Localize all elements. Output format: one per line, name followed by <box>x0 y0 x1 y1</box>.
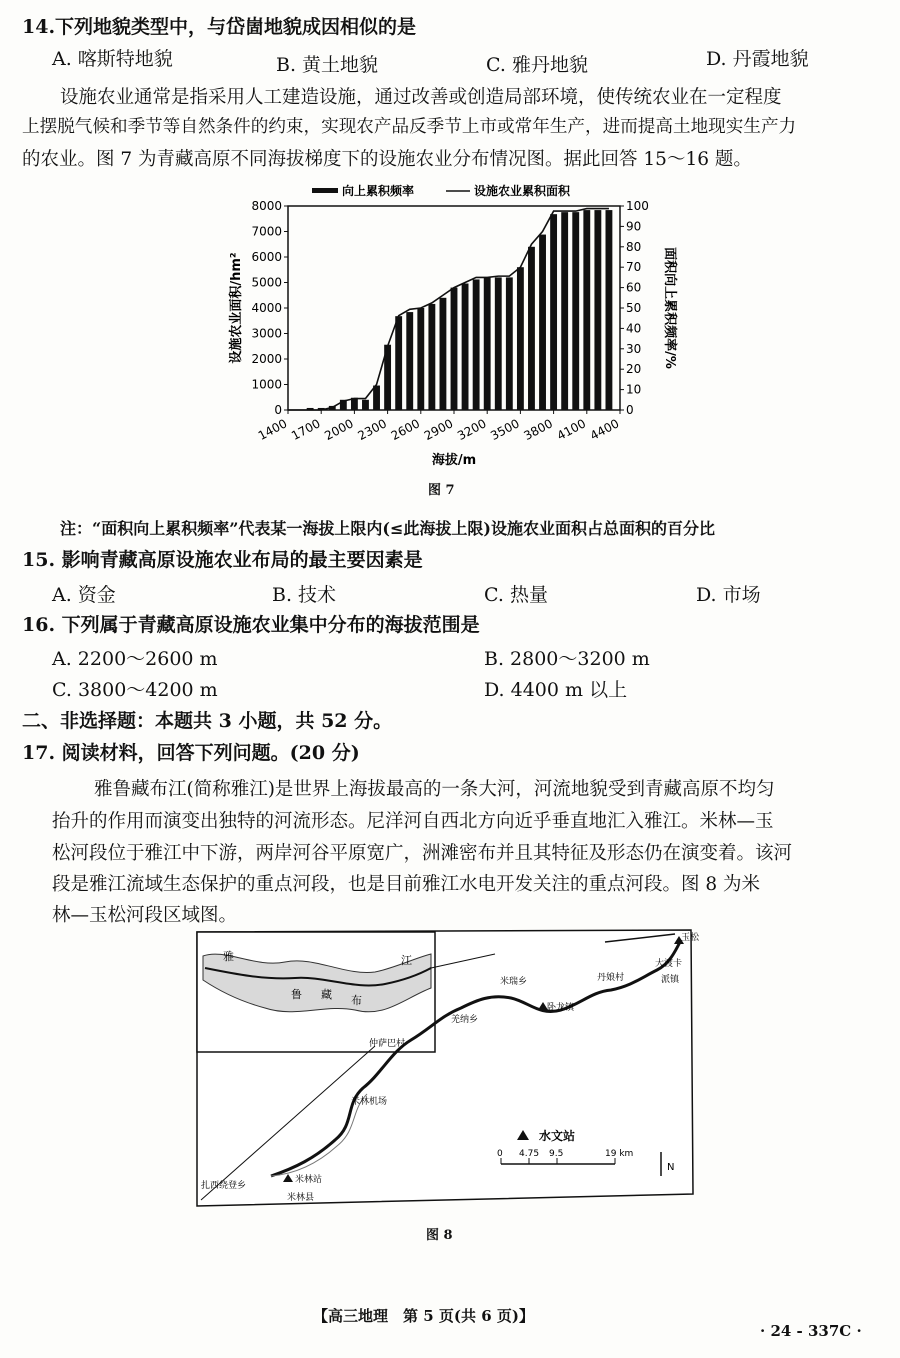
q15-stem: 15. 影响青藏高原设施农业布局的最主要因素是 <box>22 549 423 571</box>
inset-label-3: 藏 <box>321 988 332 1001</box>
inset-label-1: 雅 <box>223 950 234 963</box>
q15-option-a: A. 资金 <box>52 584 116 606</box>
x-axis-label: 海拔/m <box>431 453 477 468</box>
y-left-tick-label-7: 7000 <box>251 224 282 239</box>
chart-bar-15 <box>473 279 480 410</box>
y-axis-right-label: 面积向上累积频率/% <box>662 247 677 369</box>
chart-bar-5 <box>362 400 369 410</box>
chart-bar-22 <box>550 214 557 410</box>
chart-bar-13 <box>451 288 458 410</box>
chart-bar-20 <box>528 247 535 410</box>
figure8-map <box>195 928 700 1218</box>
y-right-tick-label-7: 70 <box>626 260 642 275</box>
q14-stem: 14.下列地貌类型中，与岱崮地貌成因相似的是 <box>22 16 417 38</box>
legend-hydro-station-label: 水文站 <box>539 1129 576 1143</box>
x-tick-label-4: 2600 <box>388 416 423 443</box>
chart-bar-27 <box>606 210 613 410</box>
y-left-tick-label-4: 4000 <box>251 301 282 315</box>
intro-line-2: 上摆脱气候和季节等自然条件的约束，实现农产品反季节上市或常年生产，进而提高土地现实生产力 <box>22 117 797 137</box>
chart-bar-11 <box>428 304 435 410</box>
y-left-tick-label-5: 5000 <box>251 275 282 290</box>
y-left-tick-label-3: 3000 <box>251 326 282 341</box>
x-tick-label-7: 3500 <box>488 416 522 443</box>
x-tick-label-0: 1400 <box>255 416 290 443</box>
y-right-tick-label-1: 10 <box>626 382 642 397</box>
x-tick-label-1: 1700 <box>289 416 323 443</box>
y-right-tick-label-3: 30 <box>626 341 642 356</box>
y-right-tick-label-5: 50 <box>626 301 642 315</box>
place-wolongzhen: 卧龙镇 <box>547 1003 575 1013</box>
q17-line-3: 松河段位于雅江中下游，两岸河谷平原宽广，洲滩密布并且其特征及形态仍在演变着。该河 <box>52 843 793 864</box>
legend-line-label: 设施农业累积面积 <box>474 184 571 198</box>
chart-bar-16 <box>484 277 491 410</box>
q14-option-a: A. 喀斯特地貌 <box>52 48 173 70</box>
x-tick-label-8: 3800 <box>521 416 556 443</box>
y-left-tick-label-2: 2000 <box>251 352 282 366</box>
place-zhaxiraodeng: 扎西绕登乡 <box>201 1181 247 1191</box>
q17-stem: 17. 阅读材料，回答下列问题。(20 分) <box>22 742 360 764</box>
x-tick-label-9: 4100 <box>554 416 589 443</box>
chart-bar-23 <box>561 212 568 410</box>
scale-label-3: 19 km <box>605 1149 634 1159</box>
chart-bar-17 <box>495 277 502 410</box>
q14-option-c: C. 雅丹地貌 <box>486 54 588 76</box>
chart-bar-9 <box>406 312 413 410</box>
chart-bar-26 <box>594 210 601 410</box>
legend-bar-swatch <box>312 188 338 193</box>
footer-page-info: 【高三地理 第 5 页(共 6 页)】 <box>313 1307 534 1325</box>
intro-line-1: 设施农业通常是指采用人工建造设施，通过改善或创造局部环境，使传统农业在一定程度 <box>60 87 782 108</box>
place-paizhen: 派镇 <box>661 975 680 985</box>
q15-option-d: D. 市场 <box>696 584 761 606</box>
q16-option-c: C. 3800～4200 m <box>52 679 218 701</box>
y-right-tick-label-10: 100 <box>626 199 649 213</box>
q16-stem: 16. 下列属于青藏高原设施农业集中分布的海拔范围是 <box>22 614 480 636</box>
y-left-tick-label-1: 1000 <box>251 377 282 392</box>
place-milin-airport: 米林机场 <box>351 1097 388 1107</box>
place-qiangnaxiang: 羌纳乡 <box>451 1015 479 1025</box>
place-milin-station: 米林站 <box>295 1175 323 1185</box>
y-right-tick-label-8: 80 <box>626 239 642 254</box>
place-zhongsabacun: 仲萨巴村 <box>369 1039 406 1049</box>
inset-label-4: 布 <box>351 994 362 1007</box>
q15-option-c: C. 热量 <box>484 584 548 606</box>
series-line-cumulative-area <box>288 209 609 410</box>
chart-bar-25 <box>583 210 590 410</box>
y-right-tick-label-9: 90 <box>626 219 642 234</box>
chart-bar-8 <box>395 316 402 410</box>
q17-line-1: 雅鲁藏布江(简称雅江)是世界上海拔最高的一条大河，河流地貌受到青藏高原不均匀 <box>94 779 775 800</box>
q16-option-b: B. 2800～3200 m <box>484 648 650 670</box>
x-tick-label-3: 2300 <box>355 416 390 443</box>
inset-label-5: 江 <box>401 954 412 967</box>
chart-bar-21 <box>539 235 546 410</box>
place-yusong: 玉松 <box>681 933 700 943</box>
place-danniangcun: 丹娘村 <box>597 973 625 983</box>
x-tick-label-6: 3200 <box>455 416 489 443</box>
place-miruixiang: 米瑞乡 <box>500 977 528 987</box>
q17-line-5: 林—玉松河段区域图。 <box>52 905 238 926</box>
q15-option-b: B. 技术 <box>272 584 337 606</box>
q14-option-d: D. 丹霞地貌 <box>706 48 809 70</box>
y-right-tick-label-0: 0 <box>626 403 634 417</box>
chart-bar-24 <box>572 212 579 410</box>
figure8-caption: 图 8 <box>426 1228 453 1243</box>
q14-option-b: B. 黄土地貌 <box>276 54 379 76</box>
x-tick-label-5: 2900 <box>421 416 456 443</box>
scale-label-0: 0 <box>497 1149 503 1159</box>
figure7-caption: 图 7 <box>428 483 455 498</box>
figure7-note: 注：“面积向上累积频率”代表某一海拔上限内(≤此海拔上限)设施农业面积占总面积的百分比 <box>60 519 715 538</box>
north-label: N <box>667 1162 675 1173</box>
chart-bar-18 <box>506 277 513 410</box>
scale-label-1: 4.75 <box>519 1149 540 1159</box>
chart-bar-10 <box>417 308 424 410</box>
y-right-tick-label-2: 20 <box>626 362 642 377</box>
chart-bar-12 <box>440 298 447 410</box>
figure7-chart <box>220 180 690 480</box>
place-milin-county: 米林县 <box>287 1193 315 1203</box>
chart-bar-14 <box>462 284 469 410</box>
q16-option-a: A. 2200～2600 m <box>52 648 218 670</box>
y-left-tick-label-0: 0 <box>274 403 282 417</box>
inset-label-2: 鲁 <box>291 988 302 1001</box>
chart-bar-6 <box>373 386 380 410</box>
footer-code: · 24 - 337C · <box>760 1322 862 1340</box>
legend-bar-label: 向上累积频率 <box>342 184 415 198</box>
y-right-tick-label-6: 60 <box>626 280 642 295</box>
y-axis-left-label: 设施农业面积/hm² <box>229 252 244 364</box>
y-right-tick-label-4: 40 <box>626 321 642 336</box>
q16-option-d: D. 4400 m 以上 <box>484 679 628 701</box>
x-tick-label-2: 2000 <box>322 416 356 443</box>
place-daduka: 大渡卡 <box>655 959 683 969</box>
chart-legend <box>312 183 571 198</box>
y-left-tick-label-6: 6000 <box>251 250 282 264</box>
x-tick-label-10: 4400 <box>587 416 622 443</box>
scale-label-2: 9.5 <box>549 1149 564 1159</box>
q17-line-2: 抬升的作用而演变出独特的河流形态。尼洋河自西北方向近乎垂直地汇入雅江。米林—玉 <box>52 811 774 832</box>
chart-bar-19 <box>517 267 524 410</box>
intro-line-3: 的农业。图 7 为青藏高原不同海拔梯度下的设施农业分布情况图。据此回答 15～16 题。 <box>22 149 752 170</box>
q17-line-4: 段是雅江流域生态保护的重点河段，也是目前雅江水电开发关注的重点河段。图 8 为米 <box>52 874 761 895</box>
y-left-tick-label-8: 8000 <box>251 199 282 213</box>
section2-heading: 二、非选择题：本题共 3 小题，共 52 分。 <box>22 710 393 732</box>
